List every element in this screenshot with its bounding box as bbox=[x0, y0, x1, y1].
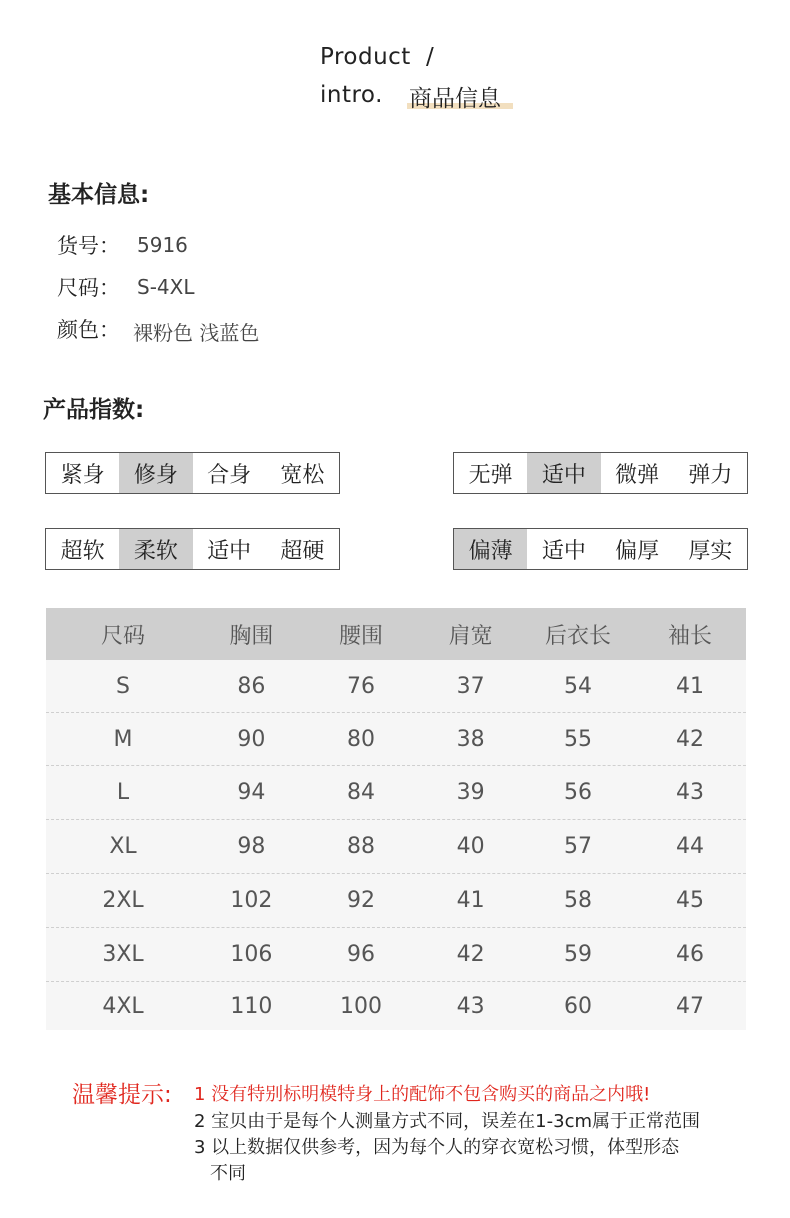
tip-line-3-cont: 不同 bbox=[210, 1163, 246, 1184]
table-cell: 59 bbox=[564, 942, 593, 967]
header-cell: 肩宽 bbox=[448, 623, 493, 649]
table-cell: 37 bbox=[456, 673, 485, 699]
table-cell: 55 bbox=[564, 726, 593, 752]
thickness-scale bbox=[453, 528, 748, 570]
tip-line-2: 2 宝贝由于是每个人测量方式不同，误差在1-3cm属于正常范围 bbox=[194, 1111, 701, 1132]
table-row bbox=[46, 982, 746, 1030]
table-cell: 43 bbox=[676, 780, 705, 805]
product-index-title: 产品指数: bbox=[43, 397, 145, 423]
table-cell: 4XL bbox=[102, 993, 144, 1019]
basic-info-title: 基本信息: bbox=[48, 182, 150, 208]
thickness-option: 适中 bbox=[541, 538, 586, 564]
tip-line-3: 3 以上数据仅供参考，因为每个人的穿衣宽松习惯，体型形态 bbox=[194, 1137, 680, 1158]
fit-option: 紧身 bbox=[60, 462, 105, 488]
table-cell: XL bbox=[109, 834, 137, 859]
table-cell: 86 bbox=[237, 673, 266, 699]
header-cell: 袖长 bbox=[668, 623, 713, 649]
table-cell: 45 bbox=[676, 888, 705, 913]
softness-option: 超硬 bbox=[280, 538, 325, 564]
table-cell: 57 bbox=[564, 834, 593, 859]
thickness-option-selected: 偏薄 bbox=[454, 529, 527, 569]
fit-option-selected: 修身 bbox=[119, 453, 192, 493]
size-table-header bbox=[46, 608, 746, 660]
softness-option: 适中 bbox=[207, 538, 252, 564]
table-cell: 92 bbox=[347, 888, 375, 913]
info-label-sku: 货号： bbox=[57, 234, 120, 258]
elasticity-scale bbox=[453, 452, 748, 494]
info-label-color: 颜色： bbox=[57, 318, 120, 342]
table-cell: 106 bbox=[230, 942, 273, 967]
info-value-sku: 5916 bbox=[137, 233, 188, 257]
table-cell: 56 bbox=[564, 780, 593, 805]
table-cell: 76 bbox=[347, 673, 375, 699]
table-row bbox=[46, 820, 746, 874]
header-cell: 腰围 bbox=[339, 623, 384, 649]
table-row bbox=[46, 874, 746, 928]
table-cell: 102 bbox=[230, 888, 273, 913]
table-cell: 84 bbox=[347, 780, 375, 805]
header-cell: 后衣长 bbox=[545, 623, 612, 649]
table-cell: S bbox=[116, 673, 130, 699]
fit-option: 宽松 bbox=[280, 462, 325, 488]
table-cell: 80 bbox=[347, 726, 375, 752]
table-cell: 110 bbox=[230, 993, 273, 1019]
fit-scale bbox=[45, 452, 340, 494]
table-row bbox=[46, 713, 746, 766]
table-cell: 98 bbox=[237, 834, 266, 859]
table-cell: 94 bbox=[237, 780, 266, 805]
table-cell: 44 bbox=[676, 834, 705, 859]
softness-scale bbox=[45, 528, 340, 570]
softness-option-selected: 柔软 bbox=[119, 529, 192, 569]
table-cell: 88 bbox=[347, 834, 375, 859]
table-row bbox=[46, 660, 746, 713]
header-cn-title: 商品信息 bbox=[409, 86, 501, 112]
header-cell: 尺码 bbox=[100, 623, 145, 649]
table-cell: 40 bbox=[456, 834, 485, 859]
table-cell: 58 bbox=[564, 888, 593, 913]
fit-option: 合身 bbox=[207, 462, 252, 488]
info-value-color: 裸粉色 浅蓝色 bbox=[133, 321, 260, 345]
table-cell: 2XL bbox=[102, 888, 144, 913]
header-product: Product bbox=[320, 44, 411, 70]
header-slash: / bbox=[426, 44, 434, 70]
size-table bbox=[46, 608, 746, 1030]
table-row bbox=[46, 928, 746, 982]
elasticity-option: 弹力 bbox=[688, 462, 733, 488]
table-cell: 60 bbox=[564, 993, 593, 1019]
table-cell: 46 bbox=[676, 942, 705, 967]
table-cell: 41 bbox=[676, 673, 705, 699]
thickness-option: 偏厚 bbox=[615, 538, 660, 564]
table-row bbox=[46, 766, 746, 820]
table-cell: M bbox=[113, 726, 133, 752]
header-cell: 胸围 bbox=[229, 623, 274, 649]
elasticity-option: 微弹 bbox=[615, 462, 660, 488]
table-cell: 90 bbox=[237, 726, 266, 752]
table-cell: 41 bbox=[456, 888, 485, 913]
softness-option: 超软 bbox=[60, 538, 105, 564]
info-label-size: 尺码： bbox=[57, 276, 120, 300]
header-intro: intro. bbox=[320, 82, 383, 108]
table-cell: 42 bbox=[676, 726, 705, 752]
table-cell: 96 bbox=[347, 942, 375, 967]
elasticity-option: 无弹 bbox=[468, 462, 513, 488]
tips-label: 温馨提示: bbox=[72, 1082, 172, 1108]
table-cell: 54 bbox=[564, 673, 593, 699]
elasticity-option-selected: 适中 bbox=[527, 453, 600, 493]
table-cell: 3XL bbox=[102, 942, 144, 967]
table-cell: 42 bbox=[456, 942, 485, 967]
table-cell: 43 bbox=[456, 993, 485, 1019]
info-value-size: S-4XL bbox=[137, 275, 195, 299]
tip-line-1: 1 没有特别标明模特身上的配饰不包含购买的商品之内哦! bbox=[194, 1084, 651, 1105]
thickness-option: 厚实 bbox=[688, 538, 733, 564]
table-cell: L bbox=[116, 780, 130, 805]
table-cell: 39 bbox=[456, 780, 485, 805]
table-cell: 100 bbox=[340, 993, 382, 1019]
table-cell: 47 bbox=[676, 993, 705, 1019]
table-cell: 38 bbox=[456, 726, 485, 752]
